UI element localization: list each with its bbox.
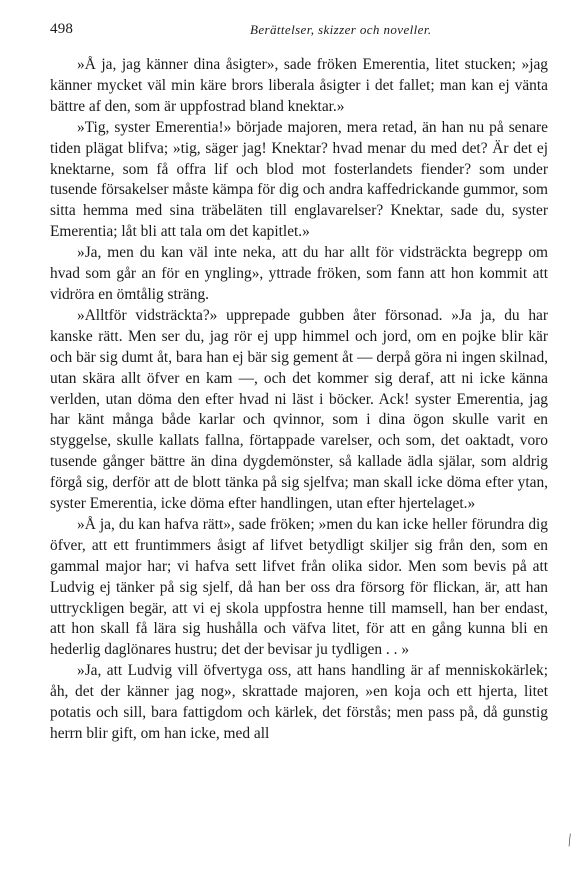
paragraph: »Ja, men du kan väl inte neka, att du har allt för vidsträckta begrepp om hvad som går an för en yngling», yttrade fröken, som fann att hon kommit att vidröra en ömtålig sträng. — [50, 244, 548, 303]
paragraph: »Å ja, du kan hafva rätt», sade fröken; »men du kan icke heller förundra dig öfver, att ett fruntimmers åsigt af lifvet betydligt skiljer sig från den, som en gammal major har; vi hafva sett lifvet från olika sidor. Men som bevis på att Ludvig ej tänker på sig sjelf, då han ber oss dra försorg för flickan, är, att han uttryckligen begär, att vi ej skola uppfostra henne till mamsell, han ber endast, att hon skall få lära sig hushålla och väfva litet, för att en gång kunna bli en hederlig daglönares hustru; det der bevisar ju tydligen . . » — [50, 515, 548, 659]
body-text — [50, 55, 548, 745]
paragraph: »Å ja, jag känner dina åsigter», sade fröken Emerentia, litet stucken; »jag känner mycket väl min käre brors liberala åsigter i det fallet; man kan ej vänta bättre af den, som är uppfostrad bland knektar.» — [50, 56, 548, 115]
paragraph: »Alltför vidsträckta?» upprepade gubben åter försonad. »Ja ja, du har kanske rätt. Men ser du, jag rör ej upp himmel och jord, om en pojke blir kär och bär sig dumt åt, bara han ej bär sig gement åt — derpå göra ni ingen skilnad, utan skära allt öfver en kam —, och det kommer sig deraf, att ni icke känna verlden, utan döma den efter hvad ni läst i böcker. Ack! syster Emerentia, jag har känt många både karlar och qvinnor, som i dina ögon skulle varit en styggelse, skulle kallats fallna, förtappade varelser, och som, det oaktadt, voro tusende gånger bättre än dina dygdemönster, så kallade ädla själar, som aldrig förgå sig, derför att de blott tänka på sig sjelfva; man skall icke döma efter ytan, syster Emerentia, icke döma efter handlingen, utan efter hjertelaget.» — [50, 306, 548, 513]
page-header — [50, 21, 548, 41]
pencil-mark-icon: ⁄ — [565, 832, 576, 849]
paragraph: »Tig, syster Emerentia!» började majoren, mera retad, än han nu på senare tiden plägat blifva; »tig, säger jag! Knektar? hvad menar du med det? Är det ej knektarne, som få offra lif och blod mot fosterlandets fiender? som under tusende försakelser måste kämpa för dig och andra kaffedrickande gummor, som sitta hemma med sina träbeläten till englavarelser? Knektar, sade du, syster Emerentia; låt bli att tala om det kapitlet.» — [50, 118, 548, 241]
running-title: Berättelser, skizzer och noveller. — [250, 22, 432, 37]
page-number: 498 — [50, 21, 74, 37]
paragraph: »Ja, att Ludvig vill öfvertyga oss, att hans handling är af menniskokärlek; åh, det der känner jag nog», skrattade majoren, »en koja och ett hjerta, litet potatis och sill, bara fattigdom och kärlek, det förstås; men pass på, då gunstig herrn blir gift, om han icke, med all — [50, 662, 548, 742]
